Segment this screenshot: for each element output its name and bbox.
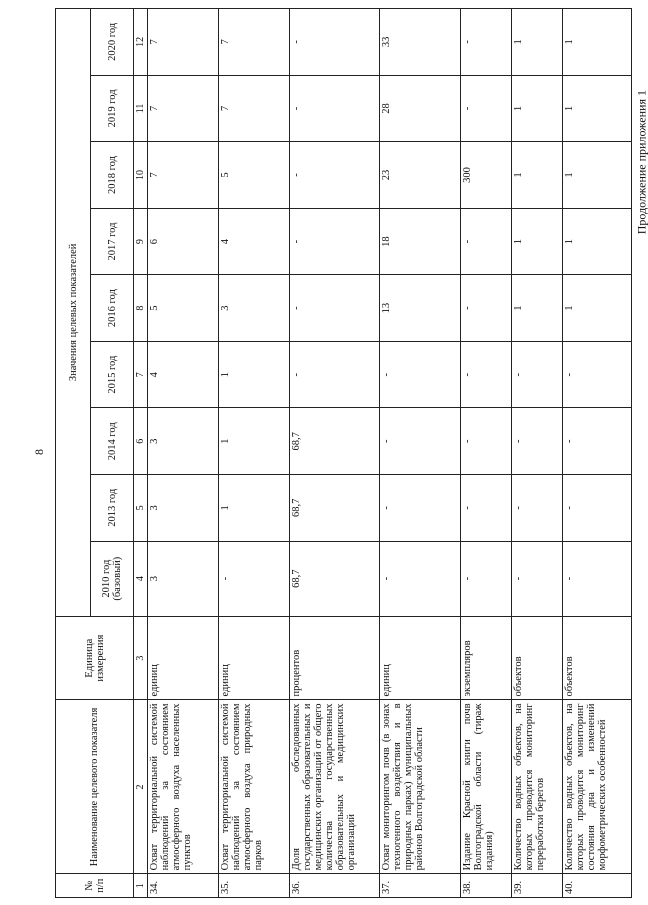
indicator-name: Издание Красной книги почв Волгоградской области (тираж издания) (461, 700, 512, 874)
row-number: 39. (511, 874, 562, 898)
value-cell: - (461, 341, 512, 408)
value-cell: - (290, 208, 379, 275)
value-cell: 3 (148, 408, 219, 475)
value-cell: 68,7 (290, 408, 379, 475)
table-row (219, 9, 290, 898)
header-year: 2017 год (91, 208, 134, 275)
value-cell: 18 (379, 208, 460, 275)
value-cell: 1 (219, 408, 290, 475)
value-cell: 4 (219, 208, 290, 275)
value-cell: - (562, 408, 631, 475)
value-cell: 23 (379, 142, 460, 209)
column-number: 4 (134, 541, 148, 616)
indicators-table (55, 8, 632, 898)
unit-cell: процентов (290, 616, 379, 700)
value-cell: 1 (562, 275, 631, 342)
rotated-table-container (55, 8, 632, 898)
value-cell: - (379, 541, 460, 616)
value-cell: 1 (511, 208, 562, 275)
row-number: 35. (219, 874, 290, 898)
value-cell: 1 (219, 475, 290, 542)
value-cell: - (562, 541, 631, 616)
value-cell: 13 (379, 275, 460, 342)
column-number: 11 (134, 75, 148, 142)
column-number: 2 (134, 700, 148, 874)
page-number: 8 (32, 449, 46, 455)
value-cell: 33 (379, 9, 460, 76)
unit-cell: объектов (511, 616, 562, 700)
header-year: 2015 год (91, 341, 134, 408)
value-cell: - (290, 341, 379, 408)
unit-cell: единиц (379, 616, 460, 700)
row-number: 36. (290, 874, 379, 898)
table-body (148, 9, 632, 898)
value-cell: - (461, 208, 512, 275)
indicator-name: Охват территориальной системой наблюдений за состоянием атмосферного воздуха природных парков (219, 700, 290, 874)
value-cell: 1 (562, 208, 631, 275)
unit-cell: единиц (148, 616, 219, 700)
value-cell: - (461, 475, 512, 542)
unit-cell: объектов (562, 616, 631, 700)
row-number: 34. (148, 874, 219, 898)
value-cell: 68,7 (290, 475, 379, 542)
indicator-name: Количество водных объектов, на которых проводится мониторинг переработки берегов (511, 700, 562, 874)
value-cell: - (379, 341, 460, 408)
value-cell: 1 (562, 9, 631, 76)
value-cell: - (461, 9, 512, 76)
value-cell: - (511, 341, 562, 408)
value-cell: 6 (148, 208, 219, 275)
value-cell: - (290, 9, 379, 76)
table-row (461, 9, 512, 898)
indicator-name: Доля обследованных государственных образовательных и медицинских организаций от общего количества государственных образовательных и медицинских организаций (290, 700, 379, 874)
header-values-group: Значения целевых показателей (56, 9, 91, 617)
column-number: 1 (134, 874, 148, 898)
value-cell: 68,7 (290, 541, 379, 616)
value-cell: 5 (148, 275, 219, 342)
value-cell: 7 (148, 142, 219, 209)
value-cell: - (219, 541, 290, 616)
value-cell: 7 (148, 9, 219, 76)
value-cell: 1 (562, 75, 631, 142)
column-number: 8 (134, 275, 148, 342)
value-cell: 1 (511, 9, 562, 76)
indicator-name: Охват территориальной системой наблюдений за состоянием атмосферного воздуха населенных пунктов (148, 700, 219, 874)
value-cell: - (290, 275, 379, 342)
value-cell: 1 (562, 142, 631, 209)
column-number: 10 (134, 142, 148, 209)
value-cell: - (461, 275, 512, 342)
table-row (562, 9, 631, 898)
header-year: 2018 год (91, 142, 134, 209)
column-number: 5 (134, 475, 148, 542)
value-cell: - (461, 75, 512, 142)
row-number: 37. (379, 874, 460, 898)
header-year: 2014 год (91, 408, 134, 475)
unit-cell: экземпляров (461, 616, 512, 700)
header-year: 2013 год (91, 475, 134, 542)
value-cell: 3 (148, 475, 219, 542)
header-name: Наименование целевого показателя (56, 700, 134, 874)
value-cell: 1 (511, 75, 562, 142)
value-cell: 7 (219, 75, 290, 142)
value-cell: - (290, 75, 379, 142)
column-number: 6 (134, 408, 148, 475)
header-no: № п/п (56, 874, 134, 898)
header-year: 2016 год (91, 275, 134, 342)
value-cell: 300 (461, 142, 512, 209)
value-cell: - (461, 408, 512, 475)
value-cell: - (290, 142, 379, 209)
value-cell: 1 (511, 142, 562, 209)
value-cell: 1 (219, 341, 290, 408)
continuation-label: Продолжение приложения 1 (634, 90, 648, 235)
value-cell: 3 (148, 541, 219, 616)
header-year: 2019 год (91, 75, 134, 142)
value-cell: 28 (379, 75, 460, 142)
value-cell: - (562, 475, 631, 542)
value-cell: - (511, 541, 562, 616)
row-number: 40. (562, 874, 631, 898)
indicator-name: Охват мониторингом почв (в зонах техногенного воздействия и в природных парках) муниципальных районов Волгоградской области (379, 700, 460, 874)
value-cell: - (562, 341, 631, 408)
column-number: 12 (134, 9, 148, 76)
row-number: 38. (461, 874, 512, 898)
value-cell: - (379, 408, 460, 475)
table-row (148, 9, 219, 898)
value-cell: 3 (219, 275, 290, 342)
table-row (290, 9, 379, 898)
header-year: 2010 год (базовый) (91, 541, 134, 616)
column-number: 3 (134, 616, 148, 700)
value-cell: - (379, 475, 460, 542)
header-unit: Единица измерения (56, 616, 134, 700)
value-cell: 4 (148, 341, 219, 408)
table-row (511, 9, 562, 898)
column-number: 7 (134, 341, 148, 408)
value-cell: 7 (219, 9, 290, 76)
value-cell: - (511, 475, 562, 542)
value-cell: 1 (511, 275, 562, 342)
header-year: 2020 год (91, 9, 134, 76)
column-number: 9 (134, 208, 148, 275)
indicator-name: Количество водных объектов, на которых проводится мониторинг состояния дна и изменений морфометрических особенностей (562, 700, 631, 874)
value-cell: 7 (148, 75, 219, 142)
value-cell: - (511, 408, 562, 475)
unit-cell: единиц (219, 616, 290, 700)
value-cell: - (461, 541, 512, 616)
value-cell: 5 (219, 142, 290, 209)
table-row (379, 9, 460, 898)
